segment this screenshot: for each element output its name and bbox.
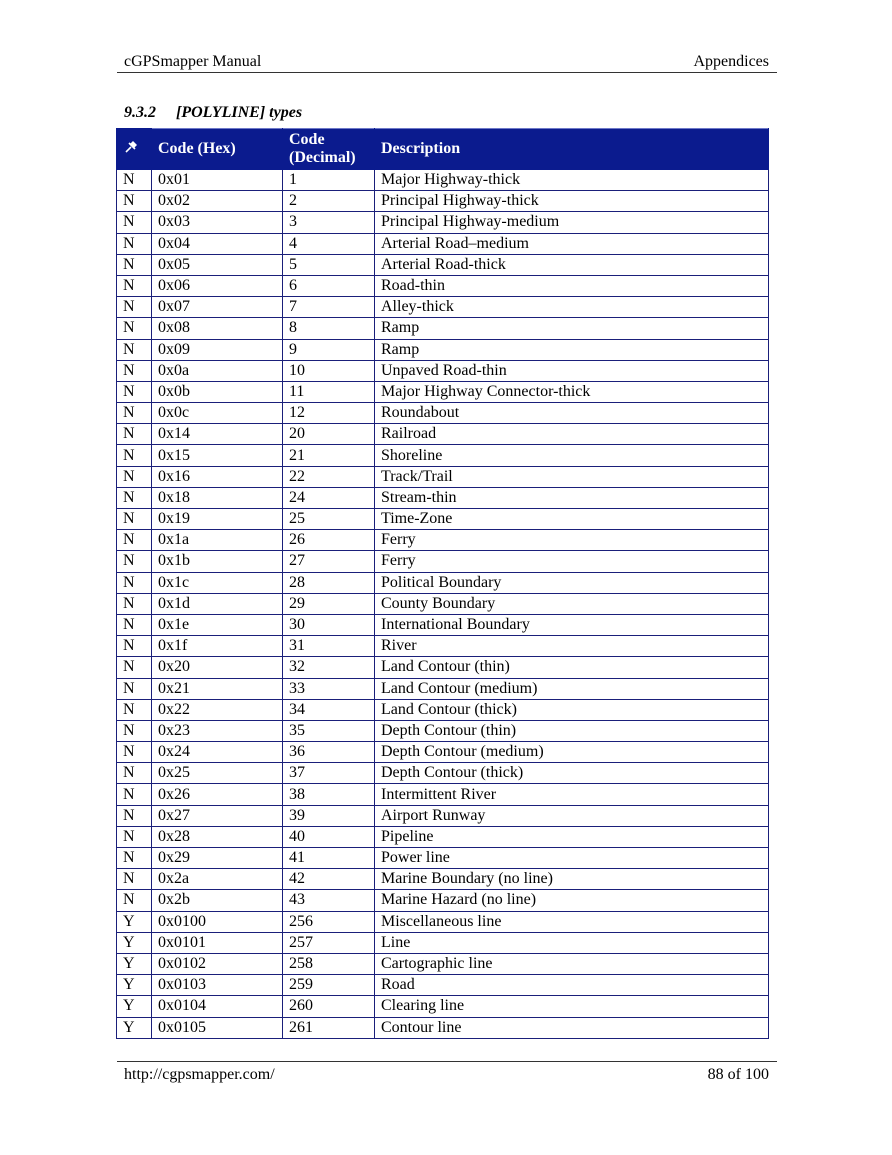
section-number: 9.3.2 — [124, 104, 156, 121]
description-cell: Land Contour (thin) — [375, 657, 769, 678]
decimal-code-cell: 40 — [283, 826, 375, 847]
decimal-code-cell: 33 — [283, 678, 375, 699]
table-row — [117, 233, 769, 254]
description-cell: Marine Hazard (no line) — [375, 890, 769, 911]
hex-code-cell: 0x19 — [152, 509, 283, 530]
table-row — [117, 657, 769, 678]
table-row — [117, 466, 769, 487]
page-footer — [117, 1061, 777, 1086]
hex-code-cell: 0x29 — [152, 848, 283, 869]
flag-cell: N — [117, 657, 152, 678]
table-row — [117, 763, 769, 784]
decimal-code-cell: 12 — [283, 403, 375, 424]
description-cell: Land Contour (thick) — [375, 699, 769, 720]
hex-code-cell: 0x21 — [152, 678, 283, 699]
decimal-header-line2: (Decimal) — [289, 149, 356, 166]
flag-cell: Y — [117, 975, 152, 996]
description-cell: Land Contour (medium) — [375, 678, 769, 699]
decimal-code-cell: 20 — [283, 424, 375, 445]
hex-code-cell: 0x0c — [152, 403, 283, 424]
flag-cell: N — [117, 275, 152, 296]
table-row — [117, 509, 769, 530]
description-cell: River — [375, 636, 769, 657]
flag-cell: N — [117, 572, 152, 593]
description-column-header: Description — [375, 129, 769, 170]
section-title-text: [POLYLINE] types — [176, 104, 303, 121]
flag-cell: N — [117, 784, 152, 805]
flag-cell: N — [117, 212, 152, 233]
chapter-name: Appendices — [693, 53, 769, 70]
flag-cell: N — [117, 890, 152, 911]
decimal-code-cell: 26 — [283, 530, 375, 551]
description-cell: Cartographic line — [375, 953, 769, 974]
description-cell: Ramp — [375, 339, 769, 360]
hex-code-cell: 0x06 — [152, 275, 283, 296]
table-row — [117, 445, 769, 466]
flag-cell: N — [117, 636, 152, 657]
flag-cell: Y — [117, 911, 152, 932]
flag-cell: N — [117, 297, 152, 318]
hex-code-cell: 0x18 — [152, 487, 283, 508]
table-row — [117, 360, 769, 381]
table-row — [117, 975, 769, 996]
table-row — [117, 254, 769, 275]
table-row — [117, 742, 769, 763]
description-cell: Arterial Road-thick — [375, 254, 769, 275]
table-row — [117, 318, 769, 339]
hex-code-cell: 0x24 — [152, 742, 283, 763]
decimal-code-cell: 36 — [283, 742, 375, 763]
flag-cell: N — [117, 339, 152, 360]
hex-code-cell: 0x09 — [152, 339, 283, 360]
hex-code-cell: 0x0b — [152, 381, 283, 402]
hex-code-cell: 0x1a — [152, 530, 283, 551]
description-cell: County Boundary — [375, 593, 769, 614]
table-row — [117, 297, 769, 318]
description-cell: Clearing line — [375, 996, 769, 1017]
description-cell: Shoreline — [375, 445, 769, 466]
flag-cell: N — [117, 530, 152, 551]
polyline-types-table — [116, 128, 769, 1039]
decimal-code-cell: 22 — [283, 466, 375, 487]
description-cell: Pipeline — [375, 826, 769, 847]
flag-cell: N — [117, 720, 152, 741]
flag-cell: N — [117, 381, 152, 402]
hex-code-cell: 0x20 — [152, 657, 283, 678]
decimal-column-header — [283, 129, 375, 170]
hex-code-cell: 0x05 — [152, 254, 283, 275]
hex-code-cell: 0x0102 — [152, 953, 283, 974]
description-cell: Road-thin — [375, 275, 769, 296]
table-row — [117, 678, 769, 699]
decimal-code-cell: 2 — [283, 191, 375, 212]
decimal-code-cell: 34 — [283, 699, 375, 720]
decimal-code-cell: 27 — [283, 551, 375, 572]
table-row — [117, 572, 769, 593]
table-row — [117, 848, 769, 869]
table-row — [117, 381, 769, 402]
hex-code-cell: 0x26 — [152, 784, 283, 805]
table-row — [117, 614, 769, 635]
flag-cell: Y — [117, 932, 152, 953]
flag-cell: Y — [117, 996, 152, 1017]
decimal-code-cell: 1 — [283, 170, 375, 191]
decimal-code-cell: 7 — [283, 297, 375, 318]
hex-code-cell: 0x2a — [152, 869, 283, 890]
hex-code-cell: 0x25 — [152, 763, 283, 784]
website-link[interactable]: http://cgpsmapper.com/ — [124, 1066, 275, 1083]
description-cell: Stream-thin — [375, 487, 769, 508]
hex-code-cell: 0x02 — [152, 191, 283, 212]
table-row — [117, 593, 769, 614]
decimal-code-cell: 39 — [283, 805, 375, 826]
decimal-code-cell: 4 — [283, 233, 375, 254]
hex-code-cell: 0x22 — [152, 699, 283, 720]
flag-cell: N — [117, 487, 152, 508]
decimal-code-cell: 42 — [283, 869, 375, 890]
decimal-code-cell: 25 — [283, 509, 375, 530]
description-cell: Intermittent River — [375, 784, 769, 805]
flag-cell: N — [117, 551, 152, 572]
hex-code-cell: 0x0104 — [152, 996, 283, 1017]
flag-cell: N — [117, 742, 152, 763]
flag-cell: N — [117, 254, 152, 275]
description-cell: Ferry — [375, 551, 769, 572]
decimal-code-cell: 41 — [283, 848, 375, 869]
decimal-code-cell: 3 — [283, 212, 375, 233]
decimal-code-cell: 257 — [283, 932, 375, 953]
hex-code-cell: 0x03 — [152, 212, 283, 233]
flag-cell: Y — [117, 1017, 152, 1038]
page-number: 88 of 100 — [707, 1066, 769, 1083]
flag-cell: N — [117, 360, 152, 381]
table-row — [117, 530, 769, 551]
hex-code-cell: 0x1d — [152, 593, 283, 614]
flag-cell: N — [117, 233, 152, 254]
decimal-code-cell: 261 — [283, 1017, 375, 1038]
decimal-code-cell: 37 — [283, 763, 375, 784]
flag-cell: Y — [117, 953, 152, 974]
hex-code-cell: 0x0105 — [152, 1017, 283, 1038]
flag-cell: N — [117, 763, 152, 784]
description-cell: Railroad — [375, 424, 769, 445]
hex-code-cell: 0x14 — [152, 424, 283, 445]
table-row — [117, 487, 769, 508]
description-cell: Major Highway Connector-thick — [375, 381, 769, 402]
decimal-code-cell: 43 — [283, 890, 375, 911]
description-cell: Political Boundary — [375, 572, 769, 593]
description-cell: Unpaved Road-thin — [375, 360, 769, 381]
decimal-code-cell: 6 — [283, 275, 375, 296]
hex-code-cell: 0x15 — [152, 445, 283, 466]
decimal-code-cell: 24 — [283, 487, 375, 508]
description-cell: Miscellaneous line — [375, 911, 769, 932]
hex-code-cell: 0x0a — [152, 360, 283, 381]
section-heading — [124, 104, 302, 122]
decimal-code-cell: 260 — [283, 996, 375, 1017]
pin-icon — [123, 143, 139, 159]
flag-cell: N — [117, 593, 152, 614]
manual-title: cGPSmapper Manual — [124, 53, 262, 70]
flag-cell: N — [117, 614, 152, 635]
table-row — [117, 805, 769, 826]
table-row — [117, 170, 769, 191]
flag-cell: N — [117, 191, 152, 212]
description-cell: Line — [375, 932, 769, 953]
decimal-code-cell: 258 — [283, 953, 375, 974]
description-cell: Road — [375, 975, 769, 996]
description-cell: Ferry — [375, 530, 769, 551]
flag-cell: N — [117, 826, 152, 847]
flag-cell: N — [117, 466, 152, 487]
decimal-code-cell: 21 — [283, 445, 375, 466]
description-cell: Alley-thick — [375, 297, 769, 318]
table-row — [117, 826, 769, 847]
hex-code-cell: 0x27 — [152, 805, 283, 826]
decimal-code-cell: 256 — [283, 911, 375, 932]
description-cell: Depth Contour (medium) — [375, 742, 769, 763]
description-cell: Roundabout — [375, 403, 769, 424]
pin-icon-graphic — [123, 139, 139, 155]
table-header-row — [117, 129, 769, 170]
flag-column-header — [117, 129, 152, 170]
table-row — [117, 424, 769, 445]
flag-cell: N — [117, 170, 152, 191]
polyline-types-table-container — [116, 128, 768, 1039]
flag-cell: N — [117, 848, 152, 869]
decimal-code-cell: 28 — [283, 572, 375, 593]
table-row — [117, 720, 769, 741]
hex-code-cell: 0x04 — [152, 233, 283, 254]
decimal-code-cell: 38 — [283, 784, 375, 805]
table-row — [117, 953, 769, 974]
description-cell: Arterial Road–medium — [375, 233, 769, 254]
flag-cell: N — [117, 805, 152, 826]
description-cell: Airport Runway — [375, 805, 769, 826]
hex-code-cell: 0x23 — [152, 720, 283, 741]
hex-code-cell: 0x07 — [152, 297, 283, 318]
description-cell: International Boundary — [375, 614, 769, 635]
table-row — [117, 784, 769, 805]
table-row — [117, 869, 769, 890]
decimal-code-cell: 10 — [283, 360, 375, 381]
table-row — [117, 911, 769, 932]
description-cell: Depth Contour (thin) — [375, 720, 769, 741]
hex-code-cell: 0x16 — [152, 466, 283, 487]
decimal-code-cell: 8 — [283, 318, 375, 339]
hex-code-cell: 0x28 — [152, 826, 283, 847]
table-row — [117, 636, 769, 657]
table-row — [117, 191, 769, 212]
hex-code-cell: 0x0103 — [152, 975, 283, 996]
hex-code-cell: 0x08 — [152, 318, 283, 339]
table-row — [117, 932, 769, 953]
decimal-code-cell: 9 — [283, 339, 375, 360]
description-cell: Principal Highway-medium — [375, 212, 769, 233]
decimal-code-cell: 32 — [283, 657, 375, 678]
hex-code-cell: 0x1f — [152, 636, 283, 657]
table-row — [117, 890, 769, 911]
table-row — [117, 699, 769, 720]
description-cell: Time-Zone — [375, 509, 769, 530]
flag-cell: N — [117, 424, 152, 445]
description-cell: Major Highway-thick — [375, 170, 769, 191]
flag-cell: N — [117, 509, 152, 530]
hex-code-cell: 0x1e — [152, 614, 283, 635]
table-row — [117, 551, 769, 572]
description-cell: Power line — [375, 848, 769, 869]
description-cell: Marine Boundary (no line) — [375, 869, 769, 890]
hex-code-cell: 0x0101 — [152, 932, 283, 953]
table-row — [117, 339, 769, 360]
description-cell: Ramp — [375, 318, 769, 339]
description-cell: Depth Contour (thick) — [375, 763, 769, 784]
table-row — [117, 996, 769, 1017]
flag-cell: N — [117, 318, 152, 339]
table-row — [117, 212, 769, 233]
hex-column-header: Code (Hex) — [152, 129, 283, 170]
flag-cell: N — [117, 699, 152, 720]
decimal-code-cell: 11 — [283, 381, 375, 402]
decimal-code-cell: 35 — [283, 720, 375, 741]
hex-code-cell: 0x01 — [152, 170, 283, 191]
decimal-code-cell: 29 — [283, 593, 375, 614]
table-row — [117, 403, 769, 424]
flag-cell: N — [117, 869, 152, 890]
decimal-code-cell: 259 — [283, 975, 375, 996]
decimal-code-cell: 30 — [283, 614, 375, 635]
description-cell: Track/Trail — [375, 466, 769, 487]
page-header — [117, 50, 777, 73]
table-row — [117, 1017, 769, 1038]
decimal-code-cell: 5 — [283, 254, 375, 275]
hex-code-cell: 0x1b — [152, 551, 283, 572]
description-cell: Contour line — [375, 1017, 769, 1038]
hex-code-cell: 0x0100 — [152, 911, 283, 932]
decimal-header-line1: Code — [289, 131, 325, 148]
description-cell: Principal Highway-thick — [375, 191, 769, 212]
hex-code-cell: 0x1c — [152, 572, 283, 593]
hex-code-cell: 0x2b — [152, 890, 283, 911]
flag-cell: N — [117, 403, 152, 424]
flag-cell: N — [117, 678, 152, 699]
decimal-code-cell: 31 — [283, 636, 375, 657]
flag-cell: N — [117, 445, 152, 466]
table-row — [117, 275, 769, 296]
